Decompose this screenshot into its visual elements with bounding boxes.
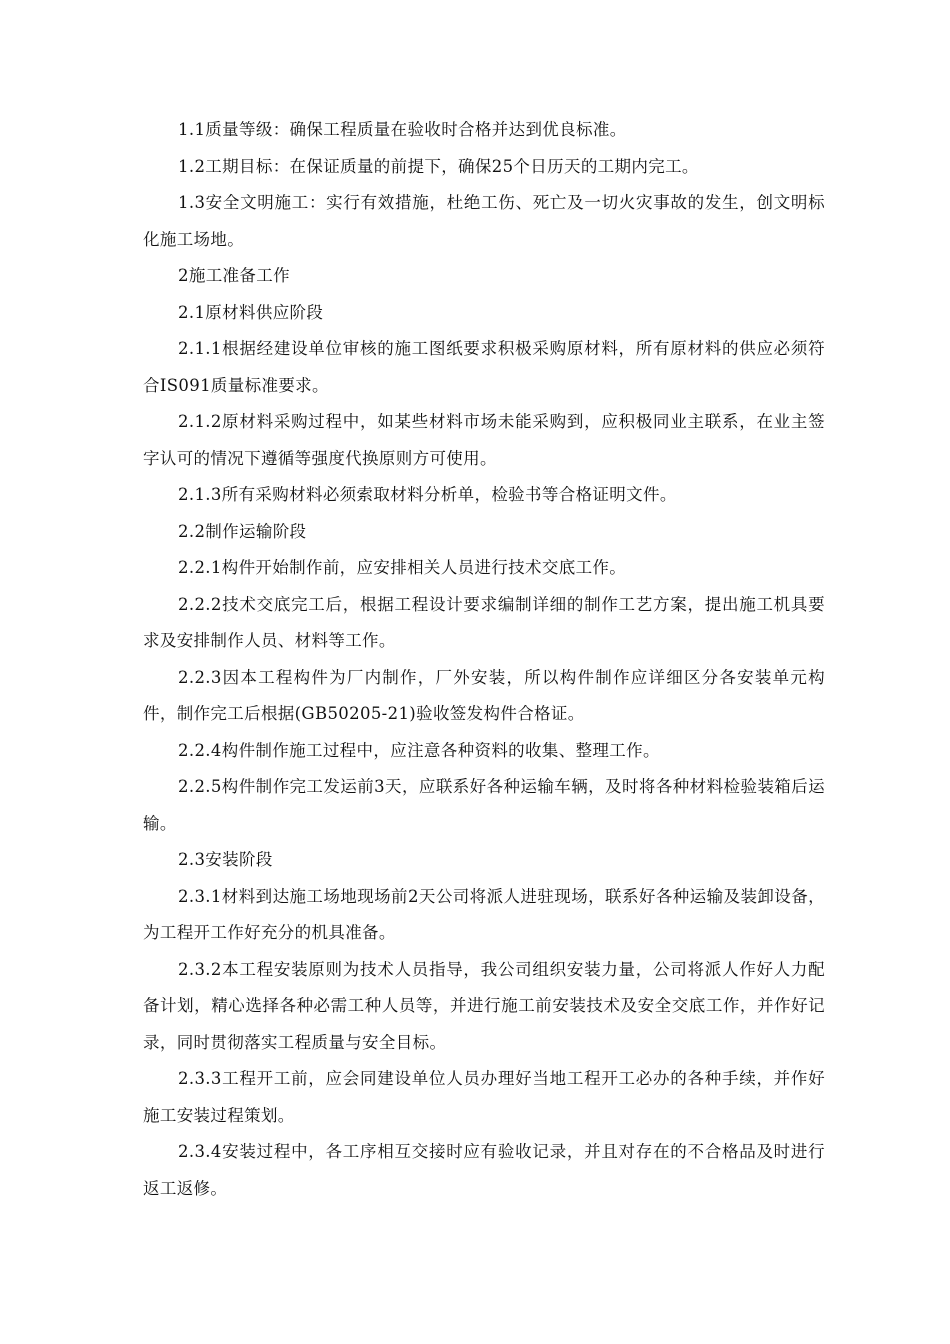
heading-2-1-raw-material-supply: 2.1原材料供应阶段 bbox=[178, 302, 324, 322]
heading-2-2-fabrication-transport: 2.2制作运输阶段 bbox=[178, 521, 307, 541]
heading-2-construction-preparation: 2施工准备工作 bbox=[178, 266, 290, 285]
paragraph-2-3-3: 2.3.3工程开工前，应会同建设单位人员办理好当地工程开工必办的各种手续，并作好施工安装过程策划。 bbox=[143, 1069, 825, 1125]
paragraph-2-2-1: 2.2.1构件开始制作前，应安排相关人员进行技术交底工作。 bbox=[178, 558, 627, 577]
paragraph-1-3-safety-civilized-construction: 1.3安全文明施工：实行有效措施，杜绝工伤、死亡及一切火灾事故的发生，创文明标化施工场地。 bbox=[143, 193, 825, 249]
heading-2-3-installation: 2.3安装阶段 bbox=[178, 850, 273, 869]
paragraph-2-1-1: 2.1.1根据经建设单位审核的施工图纸要求积极采购原材料，所有原材料的供应必须符合IS091质量标准要求。 bbox=[143, 339, 825, 395]
paragraph-2-2-3: 2.2.3因本工程构件为厂内制作，厂外安装，所以构件制作应详细区分各安装单元构件，制作完工后根据(GB50205-21)验收签发构件合格证。 bbox=[143, 667, 825, 723]
paragraph-2-3-2: 2.3.2本工程安装原则为技术人员指导，我公司组织安装力量，公司将派人作好人力配备计划，精心选择各种必需工种人员等，并进行施工前安装技术及安全交底工作，并作好记录，同时贯彻落实工程质量与安全目标。 bbox=[143, 959, 825, 1052]
paragraph-2-1-2: 2.1.2原材料采购过程中，如某些材料市场未能采购到，应积极同业主联系，在业主签字认可的情况下遵循等强度代换原则方可使用。 bbox=[143, 412, 825, 468]
paragraph-2-1-3: 2.1.3所有采购材料必须索取材料分析单，检验书等合格证明文件。 bbox=[178, 485, 677, 504]
paragraph-2-2-5: 2.2.5构件制作完工发运前3天，应联系好各种运输车辆，及时将各种材料检验装箱后运输。 bbox=[143, 777, 825, 833]
paragraph-1-1-quality-level: 1.1质量等级：确保工程质量在验收时合格并达到优良标准。 bbox=[178, 120, 627, 139]
paragraph-2-2-2: 2.2.2技术交底完工后，根据工程设计要求编制详细的制作工艺方案，提出施工机具要求及安排制作人员、材料等工作。 bbox=[143, 594, 825, 650]
paragraph-2-2-4: 2.2.4构件制作施工过程中，应注意各种资料的收集、整理工作。 bbox=[178, 740, 660, 760]
paragraph-2-3-4: 2.3.4安装过程中，各工序相互交接时应有验收记录，并且对存在的不合格品及时进行返工返修。 bbox=[143, 1142, 825, 1198]
paragraph-1-2-schedule-goal: 1.2工期目标：在保证质量的前提下，确保25个日历天的工期内完工。 bbox=[178, 156, 699, 176]
document-body bbox=[143, 112, 825, 1207]
paragraph-2-3-1: 2.3.1材料到达施工场地现场前2天公司将派人进驻现场，联系好各种运输及装卸设备，为工程开工作好充分的机具准备。 bbox=[143, 886, 825, 942]
